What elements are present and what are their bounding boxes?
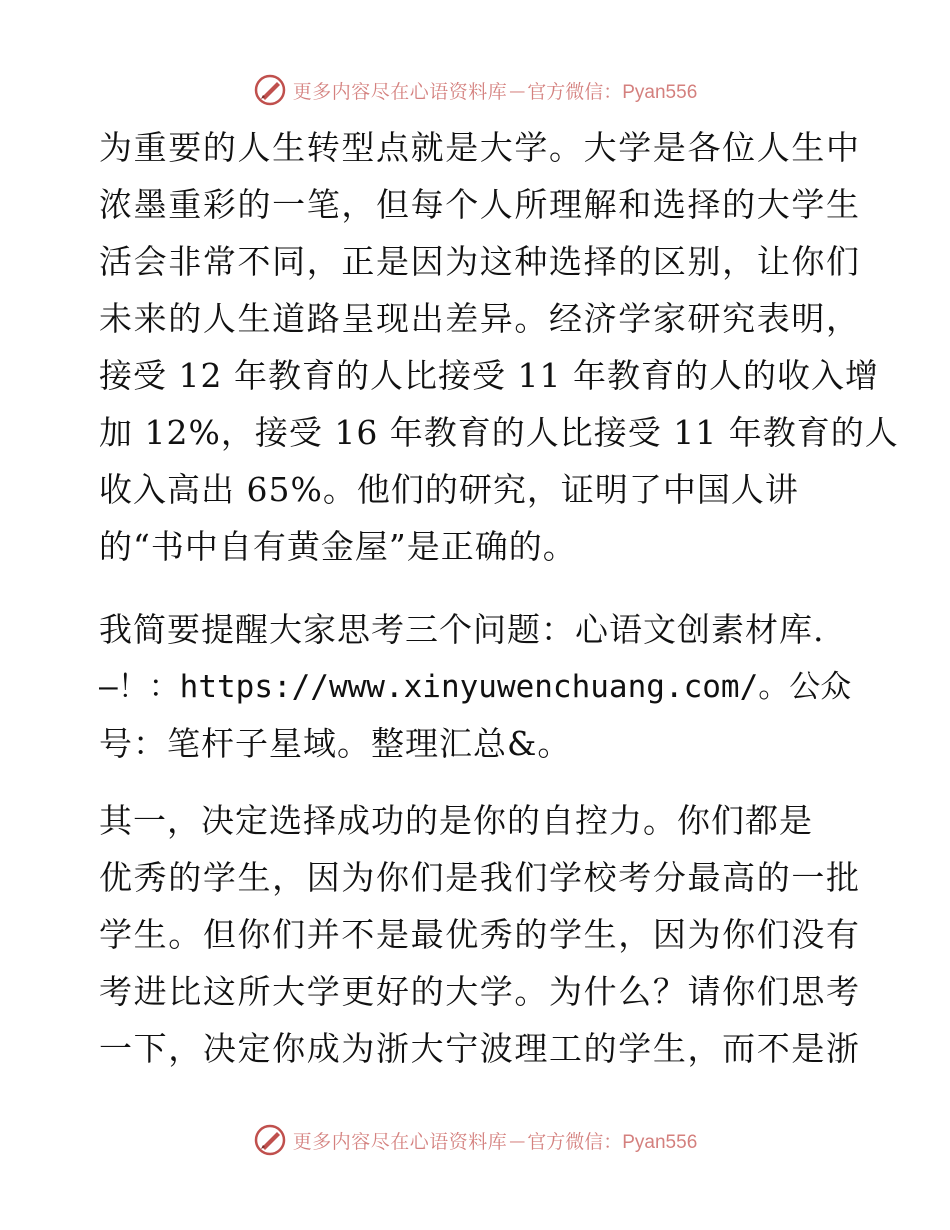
text-line: 加 12%，接受 16 年教育的人比接受 11 年教育的人 xyxy=(99,413,899,452)
url-line: —！：https://www.xinyuwenchuang.com/。公众 xyxy=(99,669,852,705)
pen-logo-icon xyxy=(253,1123,287,1157)
text-line: 接受 12 年教育的人比接受 11 年教育的人的收入增 xyxy=(99,356,879,395)
watermark-banner-bottom xyxy=(0,1120,950,1160)
text-line: 一下，决定你成为浙大宁波理工的学生，而不是浙 xyxy=(99,1029,860,1068)
watermark-separator: — xyxy=(509,80,526,100)
text-line: 优秀的学生，因为你们是我们学校考分最高的一批 xyxy=(99,858,860,897)
watermark-text: 更多内容尽在心语资料库 xyxy=(292,80,508,103)
text-line: 号：笔杆子星域。整理汇总&。 xyxy=(99,724,572,763)
pen-logo-icon xyxy=(253,73,287,107)
text-line: 收入高出 65%。他们的研究，证明了中国人讲 xyxy=(99,470,799,509)
text-line: 为重要的人生转型点就是大学。大学是各位人生中 xyxy=(99,128,860,167)
text-line: 活会非常不同，正是因为这种选择的区别，让你们 xyxy=(99,242,860,281)
watermark-separator: — xyxy=(509,1130,526,1150)
watermark-banner-top xyxy=(0,70,950,110)
text-line: 的“书中自有黄金屋”是正确的。 xyxy=(99,527,577,566)
text-line: 浓墨重彩的一笔，但每个人所理解和选择的大学生 xyxy=(99,185,860,224)
text-line: 其一，决定选择成功的是你的自控力。你们都是 xyxy=(99,801,813,840)
text-line: 未来的人生道路呈现出差异。经济学家研究表明， xyxy=(99,299,860,338)
text-line: 学生。但你们并不是最优秀的学生，因为你们没有 xyxy=(99,915,860,954)
text-line: 考进比这所大学更好的大学。为什么？请你们思考 xyxy=(99,972,860,1011)
watermark-text: 更多内容尽在心语资料库 xyxy=(292,1130,508,1153)
watermark-wechat: 官方微信：Pyan556 xyxy=(527,1131,698,1153)
watermark-wechat: 官方微信：Pyan556 xyxy=(527,81,698,103)
text-line: 我简要提醒大家思考三个问题：心语文创素材库. xyxy=(99,610,825,649)
